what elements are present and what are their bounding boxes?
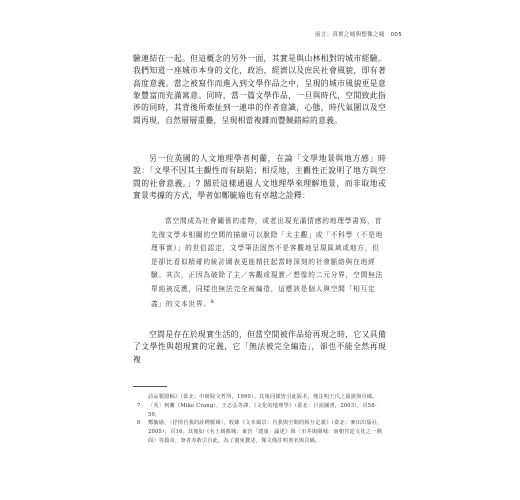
footnote-text: 詩品製證稿》（臺北：中研院文哲所，1999）。其後同樣皆引此版本，僅注明王氏之篇證與頁碼。 <box>148 394 378 400</box>
footnote-number: 8 <box>137 420 141 427</box>
footnotes <box>133 393 386 446</box>
page-number: 005 <box>390 32 402 38</box>
body-paragraph-2 <box>133 153 386 202</box>
paragraph-text: 驗連結在一起。但這概念的另外一面，其實是與山林相對的城市經驗。我們知道一座城市本身的文化，政治，經濟以及庶民社會風貌，即有著高度意義。當之被寫作而進入到文學作品之中，呈現的城市風貌更是意象豐富而充滿寓意。同時，當一篇文學作品，一旦與時代，空間致此指涉的同時，其背後所牽扯到一連串的作者意識，心態，時代氣圍以及空間再現，自然層層重疊，呈現相當複雜而豐饒錯綜的意義。 <box>133 54 386 125</box>
quotation-body: 當空間成為社會關係的產物，或者出現充滿情感的地理學書寫，首先復文學本相關的空間的描繪可以脫除「太主觀」或「不科學（不是地理事實）」的世俗認定，文學筆法固然不是客觀地呈現區域或地方，但是卻比看似精確的統計圖表更能精拄起當時深刻的社會脈絡與在地經驗。其次，正因為破除了主／客觀或現實／想像的二元分界，空間無法單純被反應，同樣也無法完全被編造，這應該是個人與空間「相互定義」的文本世界。 <box>151 217 384 309</box>
paragraph-text: 空間是存在於現實生活的，但當空間被作品給再現之時，它又具備了文學性與超現實的定義，它「無法被完全編造」，卻也不能全然再現複 <box>133 330 386 364</box>
body-paragraph-1 <box>133 53 386 127</box>
quotation-text <box>151 215 387 312</box>
footnote-divider <box>133 386 167 387</box>
running-header <box>315 30 402 38</box>
footnote-continuation <box>133 393 386 402</box>
footnote-number: 7 <box>137 402 141 409</box>
footnote-7 <box>133 402 386 420</box>
footnote-text: 〔英〕柯蘭（Mike Crang），王志弘等譯，《文化的地理學》（臺北：巨流圖書，2003），頁58-59。 <box>148 402 377 418</box>
paragraph-text: 另一位英國的人文地理學者柯蘭，在論「文學地景與地方感」時說：「文學不因其主觀性而有缺陷；相反地，主觀性正說明了地方與空間的社會意義。」7 關於這樣通過人文地理學來理解地景，而非取地或實景考據的方式，學者如鄭毓瑜也有卓越之詮釋： <box>133 154 386 201</box>
running-head-title: 前言：真實之城與想像之城 <box>314 32 385 38</box>
footnote-text: 鄭毓瑜，〈抒情自我的詮釋脈絡〉，收錄《文本風景：自我與空間的相互定義》（臺北：麥田出版社，2005），頁16。其後如《名士與都城：東晉「建康」論述》與〈市井與園城：南朝宮廷文化之一側面〉等篇章，筆者亦敢引自此，為了避免贅述，僅文僅註明書名與頁碼。 <box>148 420 383 444</box>
body-paragraph-3 <box>133 329 386 366</box>
footnote-marker: 8 <box>210 300 215 305</box>
footnote-8 <box>133 419 386 445</box>
block-quotation <box>151 215 387 312</box>
